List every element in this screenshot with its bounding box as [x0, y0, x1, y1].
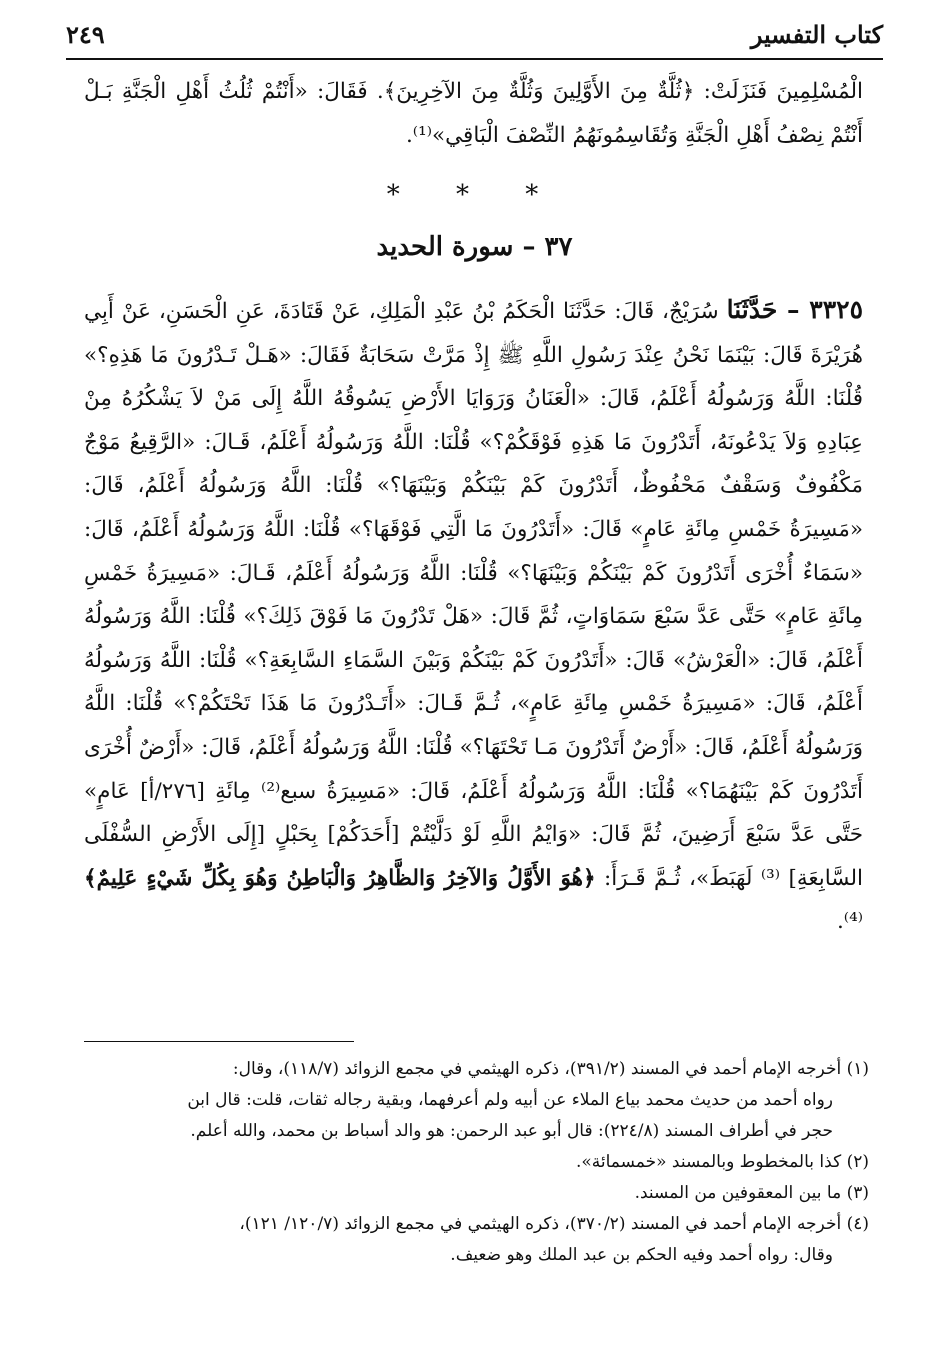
header-rule [66, 58, 883, 60]
footnote-line: وقال: رواه أحمد وفيه الحكم بن عبد الملك وهو ضعيف. [450, 1245, 833, 1265]
footnote-rule [84, 1041, 354, 1042]
footnote-3 [88, 1178, 869, 1209]
footnote-1 [88, 1054, 869, 1147]
footnote-line: (١) أخرجه الإمام أحمد في المسند (٣٩١/٢)، ذكره الهيثمي في مجمع الزوائد (١١٨/٧)، وقال: [232, 1059, 869, 1079]
footnote-line: (٢) كذا بالمخطوط وبالمسند «خمسمائة». [575, 1152, 869, 1172]
hadith-number: ٣٣٢٥ – حَدَّثَنَا [726, 295, 863, 324]
footnote-line: (٤) أخرجه الإمام أحمد في المسند (٣٧٠/٢)، ذكره الهيثمي في مجمع الزوائد (١٢٠/٧/ ١٢١)، [239, 1214, 869, 1234]
hadith-paragraph [84, 288, 863, 944]
footnotes [88, 1054, 869, 1271]
hadith-ending: ⁽⁴⁾. [836, 909, 863, 935]
footnote-line: (٣) ما بين المعقوفين من المسند. [634, 1183, 869, 1203]
page-number: ٢٤٩ [66, 20, 105, 49]
footnote-line: حجر في أطراف المسند (٢٢٤/٨): قال أبو عبد الرحمن: هو والد أسباط بن محمد، والله أعلم. [190, 1121, 833, 1141]
section-separator: * * * [386, 180, 563, 210]
hadith-text: سُرَيْجٌ، قَالَ: حَدَّثَنَا الْحَكَمُ بْنُ عَبْدِ الْمَلِكِ، عَنْ قَتَادَةَ، عَنِ الْحَسَنِ، عَنْ أَبِي هُرَيْرَةَ قَالَ: بَيْنَمَا نَحْنُ عِنْدَ رَسُولِ اللَّهِ ﷺ إِذْ مَرَّتْ سَحَابَةٌ فَقَالَ: «هَـلْ تَـدْرُونَ مَا هَذِهِ؟» قُلْنَا: اللَّهُ وَرَسُولُهُ أَعْلَمُ، قَالَ: «الْعَنَانُ وَرَوَايَا الأَرْضِ يَسُوقُهُ اللَّهُ إِلَى مَنْ لاَ يَشْكُرُهُ مِنْ عِبَادِهِ وَلاَ يَدْعُونَهُ، أَتَدْرُونَ مَا هَذِهِ فَوْقَكُمْ؟» قُلْنَا: اللَّهُ وَرَسُولُهُ أَعْلَمُ، قَـالَ: «الرَّقِيعُ مَوْجٌ مَكْفُوفٌ وَسَقْفٌ مَحْفُوظٌ، أَتَدْرُونَ كَمْ بَيْنَكُمْ وَبَيْنَهَا؟» قُلْنَا: اللَّهُ وَرَسُولُهُ أَعْلَمُ، قَالَ: «مَسِيرَةُ خَمْسِ مِائَةِ عَامٍ» قَالَ: «أَتَدْرُونَ مَا الَّتِي فَوْقَهَا؟» قُلْنَا: اللَّهُ وَرَسُولُهُ أَعْلَمُ، قَالَ: «سَمَاءٌ أُخْرَى أَتَدْرُونَ كَمْ بَيْنَكُمْ وَبَيْنَهَا؟» قُلْنَا: اللَّهُ وَرَسُولُهُ أَعْلَمُ، قَـالَ: «مَسِيرَةُ خَمْسِ مِائَةِ عَامٍ» حَتَّى عَدَّ سَبْعَ سَمَاوَاتٍ، ثُمَّ قَالَ: «هَلْ تَدْرُونَ مَا فَوْقَ ذَلِكَ؟» قُلْنَا: اللَّهُ وَرَسُولُهُ أَعْلَمُ، قَالَ: «الْعَرْشُ» قَالَ: «أَتَدْرُونَ كَمْ بَيْنَكُمْ وَبَيْنَ السَّمَاءِ السَّابِعَةِ؟» قُلْنَا: اللَّهُ وَرَسُولُهُ أَعْلَمُ، قَالَ: «مَسِيرَةُ خَمْسِ مِائَةِ عَامٍ»، ثُـمَّ قَـالَ: «أَتَـدْرُونَ مَا هَذَا تَحْتَكُمْ؟» قُلْنَا: اللَّهُ وَرَسُولُهُ أَعْلَمُ، قَالَ: «أَرْضٌ أَتَدْرُونَ مَـا تَحْتَهَا؟» قُلْنَا: اللَّهُ وَرَسُولُهُ أَعْلَمُ، قَالَ: «أَرْضٌ أُخْرَى أَتَدْرُونَ كَمْ بَيْنَهُمَا؟» قُلْنَا: اللَّهُ وَرَسُولُهُ أَعْلَمُ، قَالَ: «مَسِيرَةُ سبع⁽²⁾ مِائَةِ [٢٧٦/أ] عَامٍ» حَتَّى عَدَّ سَبْعَ أَرَضِينَ، ثُمَّ قَالَ: «وَايْمُ اللَّهِ لَوْ دَلَّيْتُمْ [أَحَدَكُمْ] بِحَبْلٍ [إِلَى الأَرْضِ السُّفْلَى السَّابِعَةِ] ⁽³⁾ لَهَبَطَ»، ثُـمَّ قَـرَأَ: [84, 299, 863, 891]
continuation-paragraph [84, 70, 863, 157]
footnote-line: رواه أحمد من حديث محمد بياع الملاء عن أبيه ولم أعرفهما، وبقية رجاله ثقات، قلت: قال ابن [187, 1090, 833, 1110]
footnote-4 [88, 1209, 869, 1271]
footnote-2 [88, 1147, 869, 1178]
page-header [66, 14, 883, 62]
running-title: كتاب التفسير [750, 20, 883, 49]
surah-heading: ٣٧ – سورة الحديد [376, 232, 573, 262]
continuation-text: الْمُسْلِمِينَ فَنَزَلَتْ: ﴿ثُلَّةٌ مِنَ الأَوَّلِينَ وَثُلَّةٌ مِنَ الآخِرِينَ﴾. فَقَالَ: «أَنْتُمْ ثُلُثُ أَهْلِ الْجَنَّةِ بَـلْ أَنْتُمْ نِصْفُ أَهْلِ الْجَنَّةِ وَتُقَاسِمُونَهُمُ النِّصْفَ الْبَاقِي»⁽¹⁾. [84, 79, 863, 148]
quran-verse: ﴿هُوَ الأَوَّلُ وَالآخِرُ وَالظَّاهِرُ وَالْبَاطِنُ وَهُوَ بِكُلِّ شَيْءٍ عَلِيمٌ﴾ [84, 865, 596, 891]
